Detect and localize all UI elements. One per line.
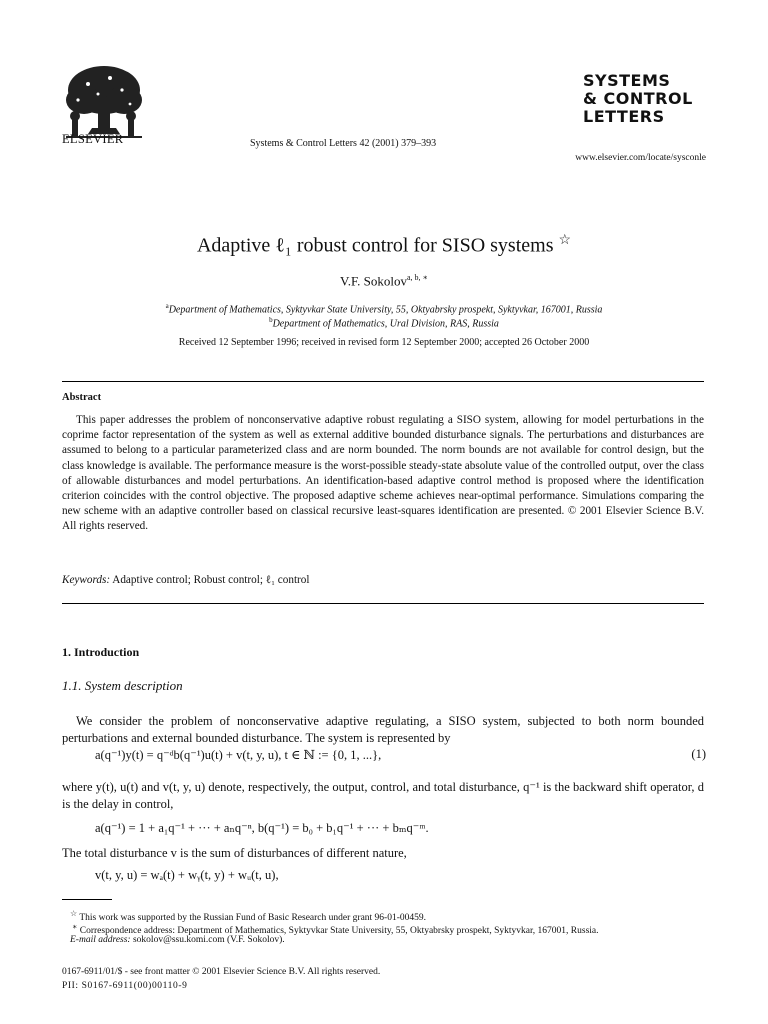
affiliation-mark: b — [269, 316, 273, 324]
body-paragraph: The total disturbance v is the sum of disturbances of different nature, — [62, 846, 407, 860]
author-marks: a, b, ∗ — [407, 273, 428, 282]
paper-title-text: Adaptive ℓ₁ robust control for SISO systems — [196, 234, 554, 257]
footnote-email — [70, 934, 704, 947]
journal-logo-line: & CONTROL — [583, 89, 693, 108]
journal-logo-line: SYSTEMS — [583, 71, 671, 90]
equation-number: (1) — [691, 747, 706, 761]
affiliation-b — [0, 316, 768, 329]
divider — [62, 603, 704, 604]
pii-line: PII: S0167-6911(00)00110-9 — [62, 981, 188, 991]
title-footnote-mark[interactable]: ☆ — [558, 233, 572, 248]
abstract-text: This paper addresses the problem of nonconservative adaptive robust regulating a SISO system, allowing for model perturbations in the coprime factor representation of the system as well as external additive bounded disturbance signals. The perturbations and disturbances are assumed to belong to a particular parameterized class and are norm bounded. The norm bounds are not available for control design, but the class knowledge is available. The performance measure is the worst-possible steady-state absolute value of the controlled output, over the class of allowable disturbances and model perturbations. An identification-based adaptive control method is proposed where the identification criterion coincides with the control objective. The proposed adaptive scheme achieves near-optimal performance. Simulations comparing the new scheme with an adaptive controller based on classical recursive least-squares identification are presented. © 2001 Elsevier Science B.V. All rights reserved. — [62, 414, 704, 533]
footnote-divider — [62, 899, 112, 900]
publisher-name: ELSEVIER — [62, 132, 124, 146]
footnote-mark: ∗ — [72, 922, 78, 931]
affiliation-text: Department of Mathematics, Syktyvkar State University, 55, Oktyabrsky prospekt, Syktyvkar, 167001, Russia — [168, 304, 603, 316]
author-name: V.F. Sokolov — [340, 273, 407, 289]
equation-3: v(t, y, u) = wₐ(t) + wᵧ(t, y) + wᵤ(t, u), — [95, 868, 279, 882]
keywords-label: Keywords: — [62, 574, 111, 586]
footnote-text: Correspondence address: Department of Mathematics, Syktyvkar State University, 55, Oktyabrsky prospekt, Syktyvkar, 167001, Russia. — [79, 926, 599, 937]
subsection-heading: 1.1. System description — [62, 678, 183, 693]
journal-url[interactable]: www.elsevier.com/locate/sysconle — [575, 153, 706, 163]
author-line — [0, 273, 768, 289]
abstract-heading: Abstract — [62, 392, 102, 403]
body-paragraph: We consider the problem of nonconservative adaptive regulating, a SISO system, subjected to both norm bounded perturbations and external bounded disturbance. The system is represented by — [62, 714, 704, 745]
affiliation-text: Department of Mathematics, Ural Division, RAS, Russia — [272, 318, 499, 330]
footnote-text: This work was supported by the Russian Fund of Basic Research under grant 96-01-00459. — [79, 913, 427, 924]
email-label: E-mail address: — [70, 935, 131, 945]
copyright-line: 0167-6911/01/$ - see front matter © 2001 Elsevier Science B.V. All rights reserved. — [62, 967, 381, 977]
paper-title — [0, 232, 768, 258]
journal-logo-line: LETTERS — [583, 107, 665, 126]
affiliation-mark: a — [165, 302, 169, 310]
body-paragraph: where y(t), u(t) and v(t, y, u) denote, respectively, the output, control, and total disturbance, q⁻¹ is the backward shift operator, d is the delay in control, — [62, 780, 704, 811]
journal-reference: Systems & Control Letters 42 (2001) 379–393 — [250, 138, 437, 149]
footnote-mark: ☆ — [70, 909, 78, 918]
divider — [62, 381, 704, 382]
keywords — [62, 574, 310, 586]
equation-1: a(q⁻¹)y(t) = q⁻ᵈb(q⁻¹)u(t) + v(t, y, u), t ∈ ℕ := {0, 1, ...}, — [95, 748, 382, 762]
journal-logo — [583, 72, 705, 126]
equation-2: a(q⁻¹) = 1 + a₁q⁻¹ + ··· + aₙq⁻ⁿ, b(q⁻¹) = b₀ + b₁q⁻¹ + ··· + bₘq⁻ᵐ. — [95, 821, 429, 835]
section-heading: 1. Introduction — [62, 645, 140, 659]
affiliation-a — [0, 302, 768, 315]
email-address[interactable]: sokolov@ssu.komi.com (V.F. Sokolov). — [132, 935, 285, 945]
received-dates: Received 12 September 1996; received in revised form 12 September 2000; accepted 26 October 2000 — [178, 337, 590, 348]
keywords-text: Adaptive control; Robust control; ℓ₁ control — [112, 574, 310, 586]
